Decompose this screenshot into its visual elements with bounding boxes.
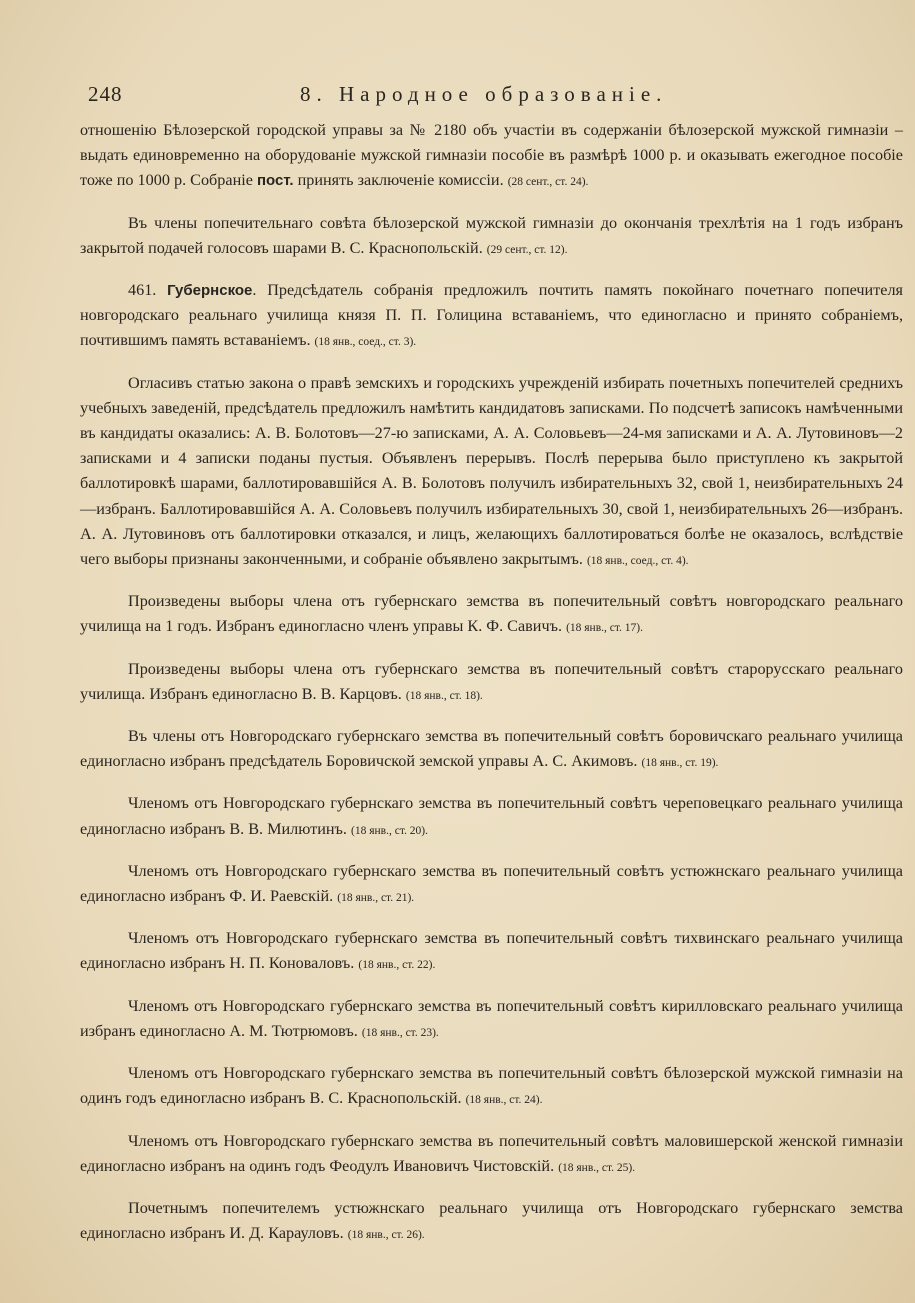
paragraph-text: Произведены выборы члена отъ губернскаго земства въ попечительный совѣтъ новгородскаго реальнаго училища на 1 годъ. Избранъ единогласно членъ управы К. Ф. Савичъ. — [80, 592, 903, 636]
paragraph-text: Въ члены отъ Новгородскаго губернскаго земства въ попечительный совѣтъ боровичскаго реальнаго училища единогласно избранъ предсѣдатель Боровичской земской управы А. С. Акимовъ. — [80, 727, 903, 771]
citation-ref: (18 янв., ст. 19). — [641, 757, 719, 770]
page-body — [80, 118, 903, 1263]
citation-ref: (18 янв., ст. 17). — [566, 622, 643, 635]
paragraph-text: Членомъ отъ Новгородскаго губернскаго земства въ попечительный совѣтъ череповецкаго реальнаго училища единогласно избранъ В. В. Милютинъ. — [80, 794, 903, 838]
citation-ref: (18 янв., ст. 24). — [465, 1094, 543, 1107]
paragraph — [80, 859, 903, 911]
citation-ref: (18 янв., ст. 25). — [558, 1161, 636, 1174]
paragraph-text: Членомъ отъ Новгородскаго губернскаго земства въ попечительный совѣтъ тихвинскаго реальнаго училища единогласно избранъ Н. П. Коноваловъ. — [80, 929, 903, 973]
paragraph — [80, 211, 903, 263]
paragraph-text: принять заключеніе комиссіи. — [293, 171, 508, 190]
paragraph — [80, 724, 903, 776]
emphasis-text: Губернское — [167, 282, 253, 300]
paragraph-text: Членомъ отъ Новгородскаго губернскаго земства въ попечительный совѣтъ маловишерской женской гимназіи единогласно избранъ на одинъ годъ Феодулъ Ивановичъ Чистовскій. — [80, 1131, 903, 1175]
paragraph — [80, 1061, 903, 1113]
emphasis-text: пост. — [256, 172, 294, 190]
citation-ref: (18 янв., соед., ст. 4). — [586, 555, 689, 568]
paragraph — [80, 791, 903, 843]
citation-ref: (18 янв., ст. 21). — [337, 892, 415, 905]
page-number: 248 — [88, 82, 123, 106]
paragraph-text: Членомъ отъ Новгородскаго губернскаго земства въ попечительный совѣтъ кирилловскаго реальнаго училища избранъ единогласно А. М. Тютрюмовъ. — [80, 996, 903, 1040]
citation-ref: (28 сент., ст. 24). — [507, 176, 589, 189]
paragraph-text: Членомъ отъ Новгородскаго губернскаго земства въ попечительный совѣтъ бѣлозерской мужской гимназіи на одинъ годъ единогласно избранъ В. С. Краснопольскій. — [80, 1064, 903, 1108]
paragraph-text: Почетнымъ попечителемъ устюжнскаго реальнаго училища отъ Новгородскаго губернскаго земства единогласно избранъ И. Д. Карауловъ. — [80, 1198, 903, 1243]
paragraph — [80, 994, 903, 1046]
paragraph-text: Въ члены попечительнаго совѣта бѣлозерской мужской гимназіи до окончанія трехлѣтія на 1 годъ избранъ закрытой подачей голосовъ шарами В. С. Краснопольскій. — [80, 213, 903, 257]
paragraph — [80, 1129, 903, 1181]
paragraph-text: отношенію Бѣлозерской городской управы за № 2180 объ участіи въ содержаніи бѣлозерской мужской гимназіи – выдать единовременно на оборудованіе мужской гимназіи пособіе въ размѣрѣ 1000 р. и оказывать ежегодное пособіе тоже по 1000 р. Собраніе — [80, 121, 903, 190]
paragraph-text: 461. — [128, 281, 168, 300]
paragraph — [80, 589, 903, 641]
citation-ref: (18 янв., ст. 23). — [361, 1026, 439, 1039]
running-title: 8. Народное образованіе. — [300, 82, 668, 106]
page-header — [88, 82, 875, 110]
paragraph — [80, 278, 903, 356]
citation-ref: (18 янв., ст. 22). — [358, 959, 436, 972]
paragraph — [80, 657, 903, 709]
paragraph — [80, 371, 903, 575]
citation-ref: (18 янв., ст. 20). — [351, 824, 428, 837]
paragraph — [80, 1196, 903, 1248]
citation-ref: (18 янв., соед., ст. 3). — [314, 336, 417, 349]
paragraph-text: Произведены выборы члена отъ губернскаго земства въ попечительный совѣтъ старорусскаго реальнаго училища. Избранъ единогласно В. В. Карцовъ. — [80, 659, 903, 703]
paragraph-text: Огласивъ статью закона о правѣ земскихъ и городскихъ учрежденій избирать почетныхъ попечителей среднихъ учебныхъ заведеній, предсѣдатель предложилъ намѣтить кандидатовъ записками. По подсчетѣ записокъ намѣченными въ кандидаты оказались: А. В. Болотовъ—27-ю записками, А. А. Соловьевъ—24-мя записками и А. А. Лутовиновъ—2 записками и 4 записки поданы пустыя. Объявленъ перерывъ. Послѣ перерыва было приступлено къ закрытой баллотировкѣ шарами, баллотировавшійся А. В. Болотовъ получилъ избирательныхъ 32, свой 1, неизбирательныхъ 24—избранъ. Баллотировавшійся А. А. Соловьевъ получилъ избирательныхъ 30, свой 1, неизбирательныхъ 26—избранъ. А. А. Лутовиновъ отъ баллотировки отказался, и лицъ, желающихъ баллотироваться болѣе не оказалось, вслѣдствіе чего выборы признаны законченными, и собраніе объявлено закрытымъ. — [80, 373, 903, 569]
citation-ref: (29 сент., ст. 12). — [486, 243, 568, 256]
paragraph — [80, 926, 903, 978]
paragraph — [80, 118, 903, 196]
citation-ref: (18 янв., ст. 26). — [347, 1229, 425, 1242]
paragraph-text: Членомъ отъ Новгородскаго губернскаго земства въ попечительный совѣтъ устюжнскаго реальнаго училища единогласно избранъ Ф. И. Раевскій. — [80, 861, 903, 906]
paragraph-text: . Предсѣдатель собранія предложилъ почтить память покойнаго почетнаго попечителя новгородскаго реальнаго училища князя П. П. Голицина вставаніемъ, что единогласно и принято собраніемъ, почтившимъ память вставаніемъ. — [80, 281, 903, 350]
citation-ref: (18 янв., ст. 18). — [405, 689, 483, 702]
